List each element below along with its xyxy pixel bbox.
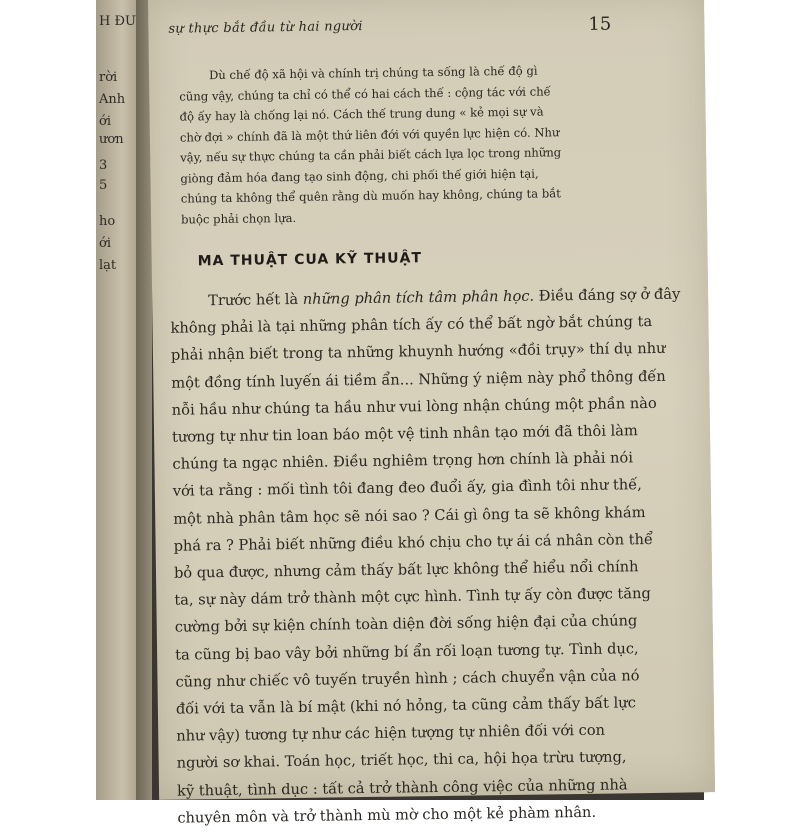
text-line: đối với ta vẫn là bí mật (khi nó hỏng, ta cũng cảm thấy bất lực	[175, 694, 636, 718]
left-page-fragment: H ĐƯ	[99, 14, 136, 29]
text-line: phá ra ? Phải biết những điều khó chịu cho tự ái cá nhân còn thể	[173, 530, 654, 555]
text-run: Điều đáng sợ ở đây	[533, 285, 681, 305]
paragraph-1	[179, 60, 601, 230]
text-line: không phải là tại những phân tích ấy có thể bất ngờ bắt chúng ta	[170, 313, 653, 337]
italic-phrase: những phân tích tâm phân học.	[302, 287, 535, 308]
text-line: bỏ qua được, nhưng cảm thấy bất lực không thể hiểu nổi chính	[173, 558, 639, 582]
text-line: tương tự như tin loan báo một vệ tinh nhân tạo mới đã thôi làm	[171, 422, 638, 446]
left-page-fragment: ho	[99, 214, 116, 229]
text-line: vậy, nếu sự thực chúng ta cần phải biết cách lựa lọc trong những	[180, 145, 562, 165]
text-line: với ta rằng : mối tình tôi đang đeo đuổi ấy, gia đình tôi như thế,	[172, 476, 642, 501]
book-page	[148, 0, 715, 827]
left-page-fragment: 5	[99, 178, 108, 193]
text-run: Trước hết là	[208, 290, 303, 310]
page-number: 15	[588, 13, 612, 35]
left-page-fragment: Anh	[99, 92, 126, 107]
text-line: chúng ta không thể quên rằng dù muốn hay không, chúng ta bắt	[180, 186, 561, 206]
text-line: độ ấy hay là chống lại nó. Cách thế trung dung « kẻ mọi sự và	[179, 104, 544, 124]
paragraph-2	[170, 281, 681, 832]
text-line: chuyên môn và trở thành mù mờ cho một kẻ phàm nhân.	[177, 803, 597, 827]
text-line: ta, sự này dám trở thành một cực hình. Tình tự ấy còn được tăng	[174, 585, 651, 609]
left-page-fragment: ươn	[99, 132, 124, 147]
text-line: người sơ khai. Toán học, triết học, thi ca, hội họa trừu tượng,	[176, 748, 627, 773]
left-page-fragment: 3	[99, 158, 108, 173]
text-line: cũng như chiếc vô tuyến truyền hình ; cách chuyển vận của nó	[175, 667, 640, 691]
section-heading: MA THUẬT CUA KỸ THUẬT	[197, 250, 423, 270]
text-line: cường bởi sự kiện chính toàn diện đời sống hiện đại của chúng	[174, 612, 638, 637]
text-line: chúng ta ngạc nhiên. Điều nghiêm trọng hơn chính là phải nói	[172, 449, 634, 473]
running-header: sự thực bắt đầu từ hai người	[168, 19, 363, 37]
text-line: Dù chế độ xã hội và chính trị chúng ta sống là chế độ gì	[208, 63, 538, 83]
text-line: như vậy) tương tự như các hiện tượng tự nhiên đối với con	[176, 721, 606, 745]
text-line: một nhà phân tâm học sẽ nói sao ? Cái gì ông ta sẽ không khám	[173, 503, 646, 528]
left-page-fragment: ới	[99, 236, 111, 251]
text-line: cũng vậy, chúng ta chỉ có thể có hai cách thế : cộng tác với chế	[179, 83, 551, 104]
text-line: buộc phải chọn lựa.	[180, 210, 297, 227]
text-line: ta cũng bị bao vây bởi những bí ẩn rối loạn tương tự. Tình dục,	[175, 639, 639, 664]
left-page-fragment: ới	[99, 114, 111, 129]
left-page-fragment: rời	[99, 70, 118, 85]
text-line: chờ đợi » chính đã là một thứ liên đới với quyền lực hiện có. Như	[179, 124, 560, 145]
left-page-fragment: lạt	[99, 258, 117, 273]
text-line: một đồng tính luyến ái tiềm ẩn... Những ý niệm này phổ thông đến	[171, 367, 666, 392]
text-line: giòng đảm hóa đang tạo sinh động, chi phối thế giới hiện tại,	[180, 166, 539, 186]
text-line: phải nhận biết trong ta những khuynh hướng «đồi trụy» thí dụ như	[170, 340, 666, 365]
book-photo	[96, 0, 704, 827]
text-line: nỗi hầu như chúng ta hầu như vui lòng nhận chúng một phần nào	[171, 394, 657, 419]
left-page-edge	[96, 0, 140, 800]
text-line: kỹ thuật, tình dục : tất cả trở thành công việc của những nhà	[176, 776, 628, 800]
